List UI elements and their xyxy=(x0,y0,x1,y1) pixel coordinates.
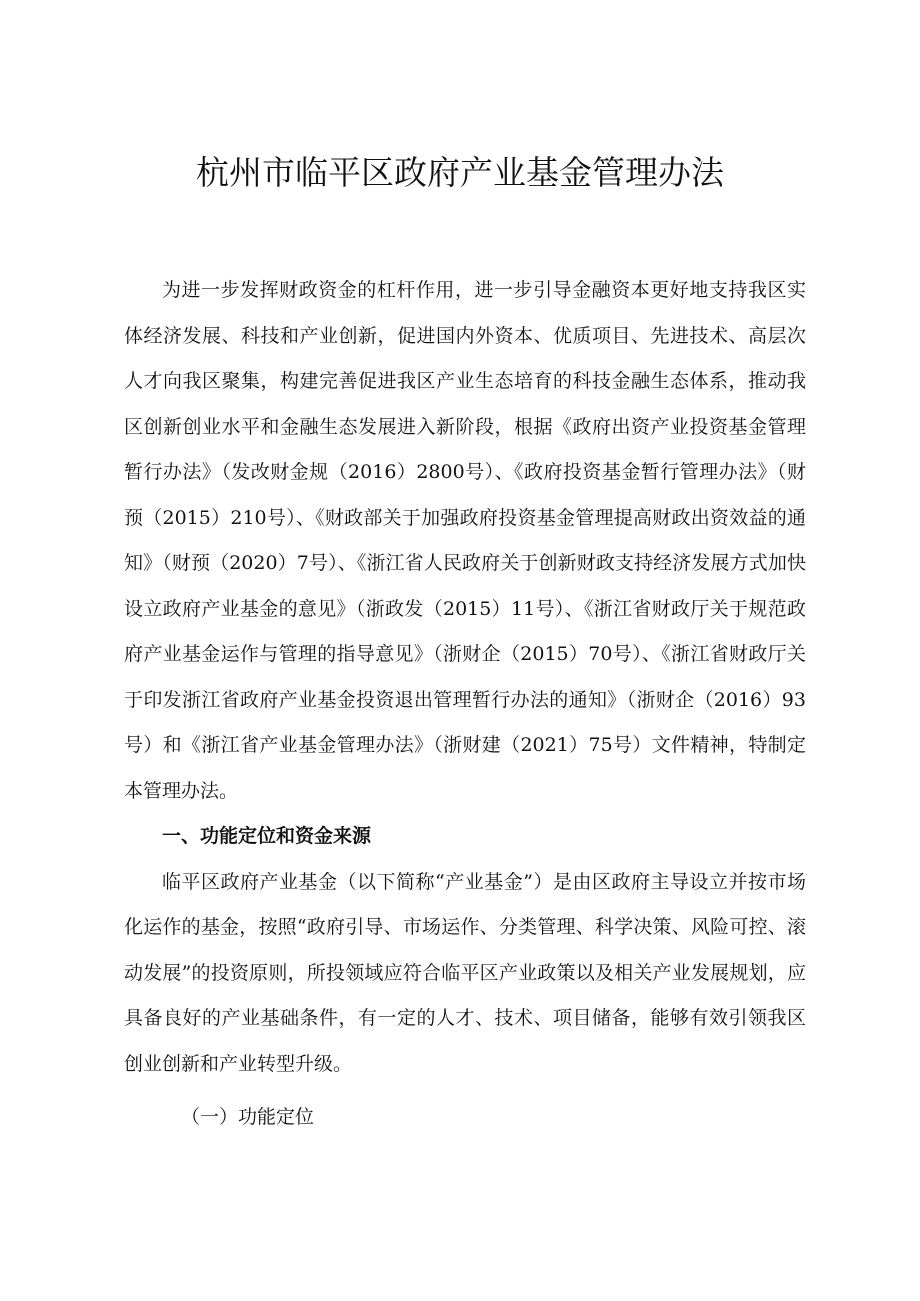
section-paragraph-1: 临平区政府产业基金（以下简称“产业基金”）是由区政府主导设立并按市场化运作的基金，按照“政府引导、市场运作、分类管理、科学决策、风险可控、滚动发展”的投资原则，所投领域应符合临平区产业政策以及相关产业发展规划，应具备良好的产业基础条件，有一定的人才、技术、项目储备，能够有效引领我区创业创新和产业转型升级。 xyxy=(124,870,806,1075)
document-body xyxy=(124,268,806,1141)
subsection-heading-1: （一）功能定位 xyxy=(181,1106,315,1128)
intro-paragraph: 为进一步发挥财政资金的杠杆作用，进一步引导金融资本更好地支持我区实体经济发展、科技和产业创新，促进国内外资本、优质项目、先进技术、高层次人才向我区聚集，构建完善促进我区产业生态培育的科技金融生态体系，推动我区创新创业水平和金融生态发展进入新阶段，根据《政府出资产业投资基金管理暂行办法》（发改财金规（2016）2800号）、《政府投资基金暂行管理办法》（财预（2015）210号）、《财政部关于加强政府投资基金管理提高财政出资效益的通知》（财预（2020）7号）、《浙江省人民政府关于创新财政支持经济发展方式加快设立政府产业基金的意见》（浙政发（2015）11号）、《浙江省财政厅关于规范政府产业基金运作与管理的指导意见》（浙财企（2015）70号）、《浙江省财政厅关于印发浙江省政府产业基金投资退出管理暂行办法的通知》（浙财企（2016）93号）和《浙江省产业基金管理办法》（浙财建（2021）75号）文件精神，特制定本管理办法。 xyxy=(124,279,806,802)
document-title: 杭州市临平区政府产业基金管理办法 xyxy=(196,153,724,192)
section-heading-1: 一、功能定位和资金来源 xyxy=(162,825,372,847)
